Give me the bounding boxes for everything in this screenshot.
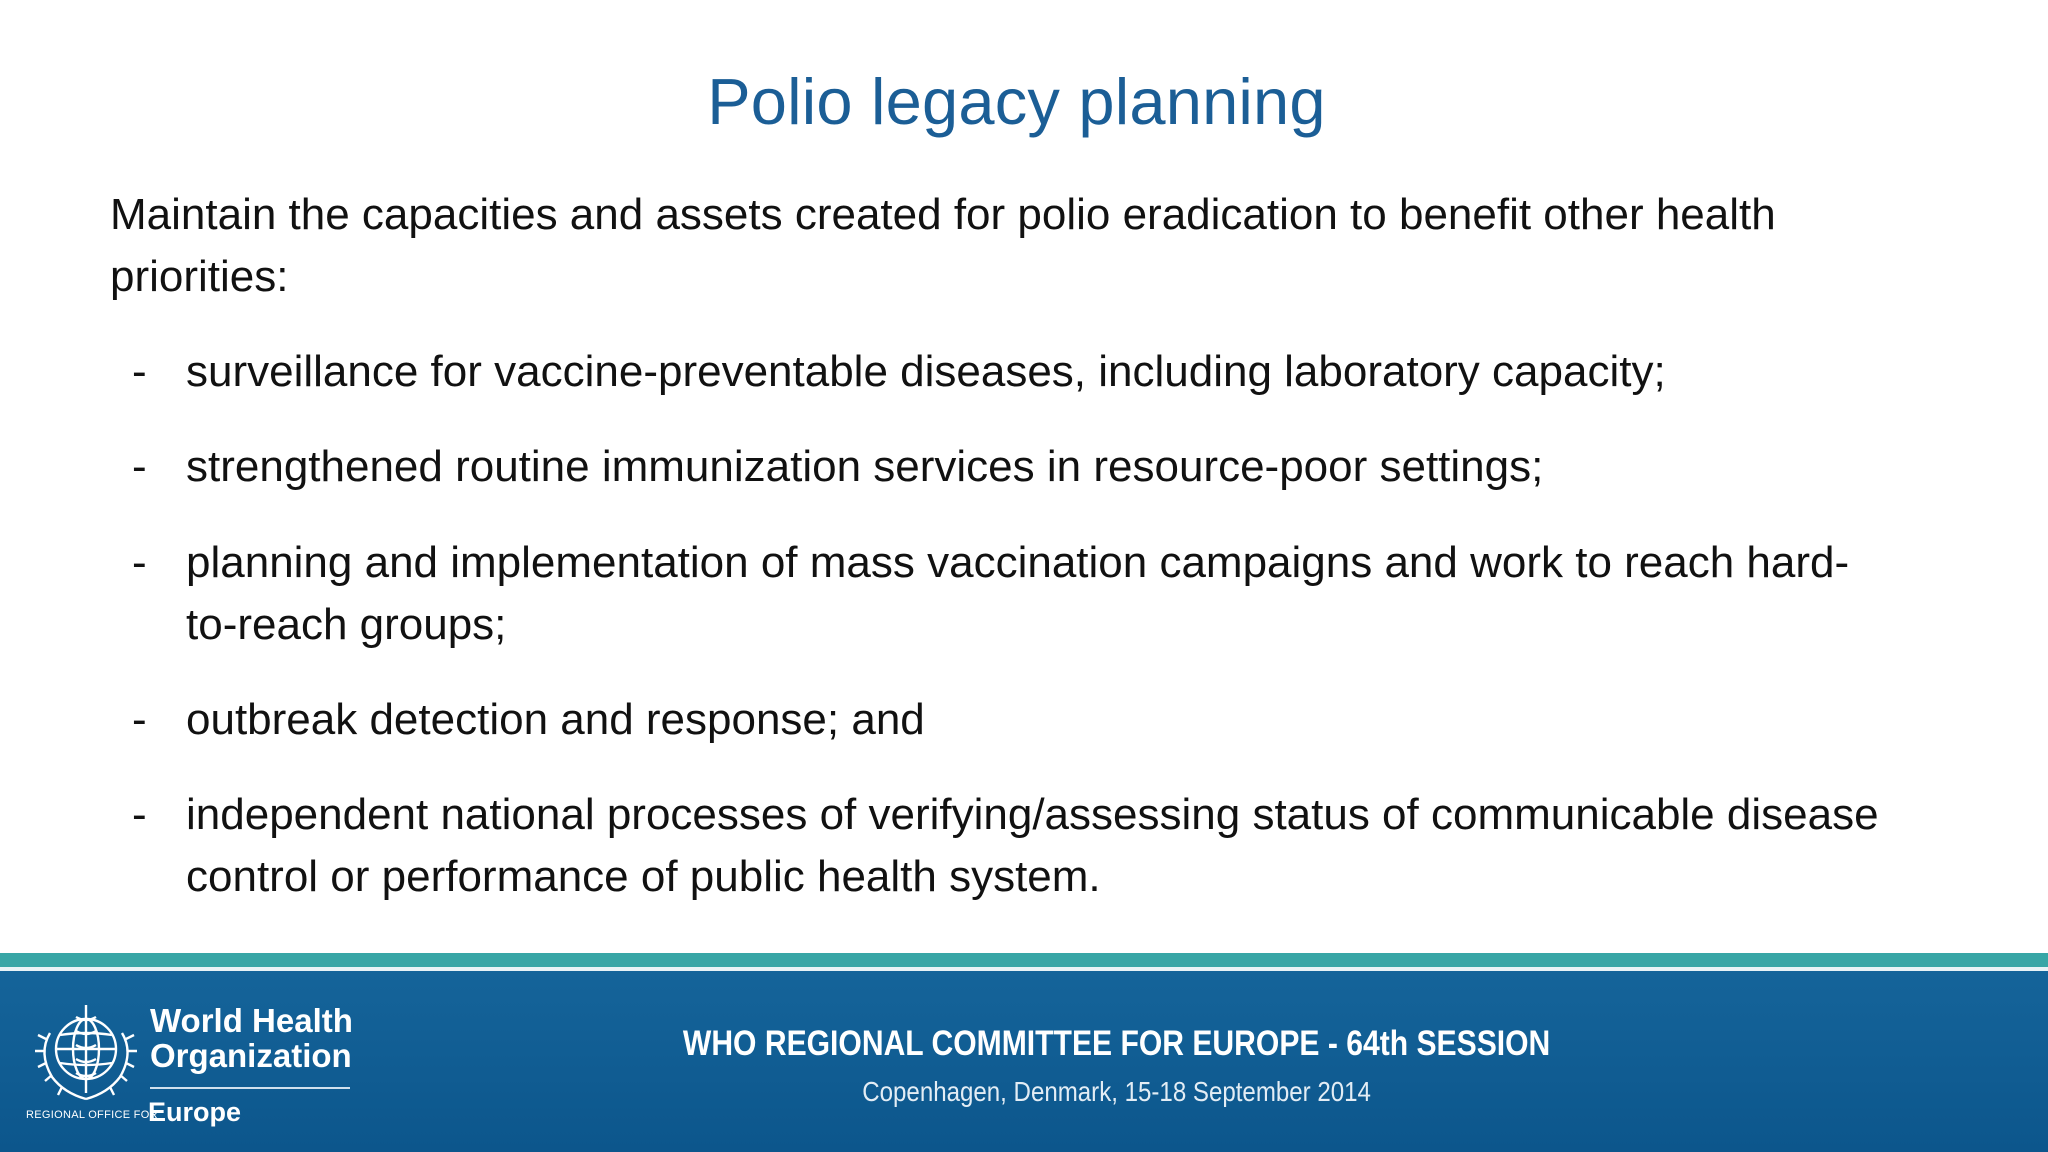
bullet-marker: - bbox=[132, 790, 147, 839]
who-emblem-icon bbox=[28, 993, 144, 1109]
event-subtitle: Copenhagen, Denmark, 15-18 September 2014 bbox=[862, 1076, 1371, 1107]
bullet-marker: - bbox=[132, 538, 147, 587]
slide-title: Polio legacy planning bbox=[707, 65, 1326, 138]
bullet-text: independent national processes of verifying/assessing status of communicable disease control or performance of public health system. bbox=[186, 790, 1879, 901]
event-title: WHO REGIONAL COMMITTEE FOR EUROPE - 64th SESSION bbox=[682, 1024, 1551, 1063]
footer-teal-stripe bbox=[0, 953, 2048, 967]
region-name: Europe bbox=[148, 1097, 242, 1127]
bullet-text: surveillance for vaccine-preventable diseases, including laboratory capacity; bbox=[186, 347, 1666, 396]
org-name-line2: Organization bbox=[150, 1037, 352, 1074]
bullet-marker: - bbox=[132, 347, 147, 396]
bullet-text: planning and implementation of mass vaccination campaigns and work to reach hard-to-reach groups; bbox=[186, 538, 1850, 649]
org-name-line1: World Health bbox=[150, 1002, 353, 1039]
bullet-text: outbreak detection and response; and bbox=[186, 695, 925, 744]
regional-office-label: REGIONAL OFFICE FOR bbox=[26, 1109, 158, 1121]
intro-paragraph: Maintain the capacities and assets created for polio eradication to benefit other health priorities: bbox=[110, 190, 1776, 301]
bullet-marker: - bbox=[132, 442, 147, 491]
bullet-text: strengthened routine immunization services in resource-poor settings; bbox=[186, 442, 1544, 491]
footer-banner bbox=[0, 953, 2048, 1152]
bullet-marker: - bbox=[132, 695, 147, 744]
